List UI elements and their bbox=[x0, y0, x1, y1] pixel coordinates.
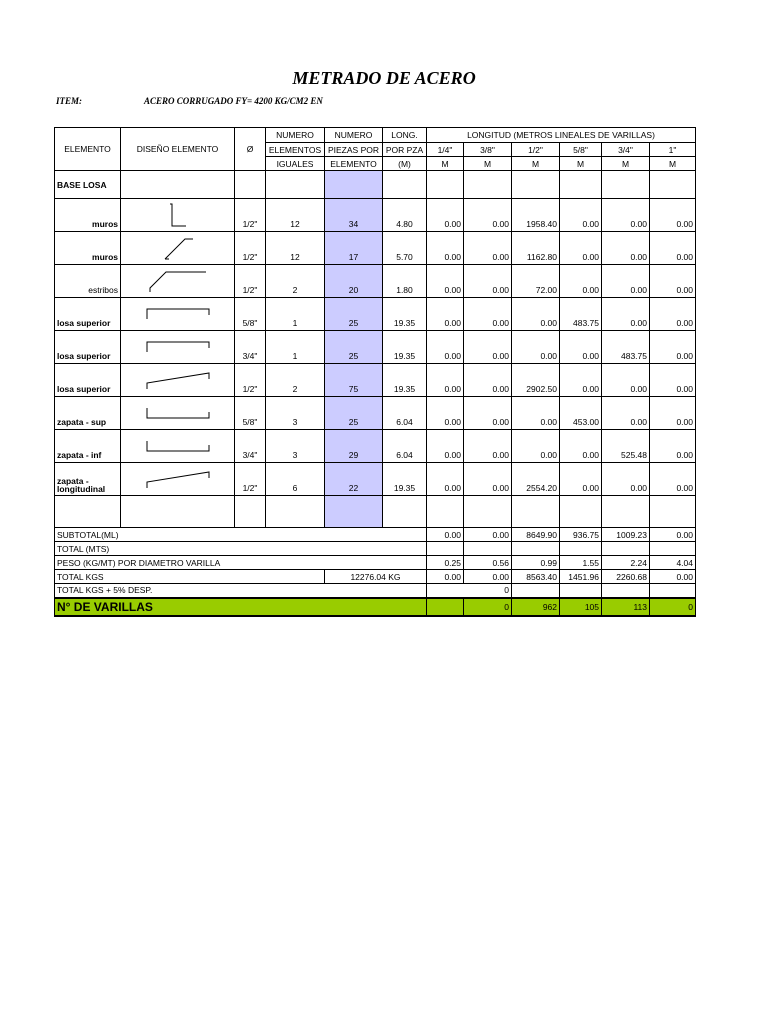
row-length-value: 0.00 bbox=[650, 298, 696, 331]
item-value: ACERO CORRUGADO FY= 4200 KG/CM2 EN bbox=[144, 96, 323, 106]
row-length-value: 0.00 bbox=[650, 397, 696, 430]
row-piezas: 20 bbox=[325, 265, 383, 298]
row-piezas: 22 bbox=[325, 463, 383, 496]
row-length-value: 2554.20 bbox=[512, 463, 560, 496]
total-kgs-row-value: 8563.40 bbox=[512, 570, 560, 584]
empty-cell bbox=[602, 171, 650, 199]
section-row bbox=[55, 171, 696, 199]
row-length-value: 0.00 bbox=[650, 463, 696, 496]
row-diametro: 5/8" bbox=[235, 298, 266, 331]
header-diameter: 5/8" bbox=[560, 143, 602, 157]
row-length-value: 0.00 bbox=[512, 331, 560, 364]
row-diametro: 1/2" bbox=[235, 265, 266, 298]
row-iguales: 1 bbox=[266, 298, 325, 331]
empty-cell bbox=[325, 496, 383, 528]
row-diametro: 1/2" bbox=[235, 463, 266, 496]
varillas-value bbox=[427, 598, 464, 616]
row-length-value: 0.00 bbox=[650, 265, 696, 298]
rebar-shape-icon bbox=[121, 298, 235, 331]
total-desp-row bbox=[55, 584, 696, 598]
empty-cell bbox=[512, 171, 560, 199]
row-elemento: losa superior bbox=[55, 364, 121, 397]
row-diametro: 3/4" bbox=[235, 331, 266, 364]
row-length-value: 0.00 bbox=[464, 265, 512, 298]
row-long: 19.35 bbox=[383, 364, 427, 397]
header-num-piezas-3: ELEMENTO bbox=[325, 157, 383, 171]
row-length-value: 525.48 bbox=[602, 430, 650, 463]
row-length-value: 0.00 bbox=[512, 430, 560, 463]
blank-row bbox=[55, 496, 696, 528]
empty-cell bbox=[650, 171, 696, 199]
row-elemento: muros bbox=[55, 199, 121, 232]
empty-cell bbox=[383, 496, 427, 528]
table-row bbox=[55, 364, 696, 397]
rebar-shape-icon bbox=[121, 430, 235, 463]
rebar-shape-icon bbox=[121, 397, 235, 430]
rebar-shape-icon bbox=[121, 199, 235, 232]
total-mts-row-value bbox=[512, 542, 560, 556]
header-num-elementos-1: NUMERO bbox=[266, 128, 325, 143]
empty-cell bbox=[121, 171, 235, 199]
table-body bbox=[55, 128, 696, 616]
row-iguales: 1 bbox=[266, 331, 325, 364]
row-length-value: 0.00 bbox=[427, 199, 464, 232]
header-num-piezas-2: PIEZAS POR bbox=[325, 143, 383, 157]
row-length-value: 0.00 bbox=[464, 463, 512, 496]
row-length-value: 0.00 bbox=[560, 463, 602, 496]
varillas-row bbox=[55, 598, 696, 616]
row-length-value: 0.00 bbox=[427, 397, 464, 430]
rebar-shape-icon bbox=[121, 232, 235, 265]
item-label: ITEM: bbox=[56, 96, 83, 106]
row-length-value: 0.00 bbox=[427, 265, 464, 298]
row-length-value: 0.00 bbox=[464, 364, 512, 397]
peso-row bbox=[55, 556, 696, 570]
subtotal-row-value: 0.00 bbox=[650, 528, 696, 542]
header-long-2: POR PZA bbox=[383, 143, 427, 157]
rebar-shape-icon bbox=[121, 364, 235, 397]
header-num-elementos-2: ELEMENTOS bbox=[266, 143, 325, 157]
empty-cell bbox=[602, 496, 650, 528]
total-mts-row-value bbox=[602, 542, 650, 556]
row-length-value: 0.00 bbox=[427, 430, 464, 463]
row-length-value: 0.00 bbox=[602, 265, 650, 298]
empty-cell bbox=[560, 496, 602, 528]
header-unit: M bbox=[512, 157, 560, 171]
row-length-value: 0.00 bbox=[427, 298, 464, 331]
rebar-shape-icon bbox=[121, 463, 235, 496]
empty-cell bbox=[602, 584, 650, 598]
varillas-value: 113 bbox=[602, 598, 650, 616]
row-length-value: 483.75 bbox=[560, 298, 602, 331]
subtotal-row-value: 0.00 bbox=[464, 528, 512, 542]
row-length-value: 0.00 bbox=[602, 298, 650, 331]
row-length-value: 0.00 bbox=[602, 364, 650, 397]
row-length-value: 483.75 bbox=[602, 331, 650, 364]
peso-row-value: 0.25 bbox=[427, 556, 464, 570]
row-iguales: 3 bbox=[266, 397, 325, 430]
row-elemento: zapata - inf bbox=[55, 430, 121, 463]
row-length-value: 0.00 bbox=[464, 331, 512, 364]
row-length-value: 0.00 bbox=[427, 232, 464, 265]
subtotal-row-label: SUBTOTAL(ML) bbox=[55, 528, 427, 542]
peso-row-value: 1.55 bbox=[560, 556, 602, 570]
row-diametro: 1/2" bbox=[235, 232, 266, 265]
row-elemento: losa superior bbox=[55, 331, 121, 364]
steel-metrado-table bbox=[54, 127, 696, 617]
row-elemento: zapata - sup bbox=[55, 397, 121, 430]
row-length-value: 0.00 bbox=[560, 265, 602, 298]
row-length-value: 0.00 bbox=[602, 199, 650, 232]
total-mts-row-label: TOTAL (MTS) bbox=[55, 542, 427, 556]
peso-row-value: 0.56 bbox=[464, 556, 512, 570]
row-length-value: 0.00 bbox=[560, 364, 602, 397]
row-length-value: 0.00 bbox=[464, 199, 512, 232]
total-kgs-amount bbox=[325, 570, 427, 584]
rebar-shape-icon bbox=[121, 331, 235, 364]
row-long: 5.70 bbox=[383, 232, 427, 265]
row-long: 6.04 bbox=[383, 430, 427, 463]
subtotal-row-value: 8649.90 bbox=[512, 528, 560, 542]
table-row bbox=[55, 199, 696, 232]
header-row-1 bbox=[55, 128, 696, 143]
total-kgs-row-value: 2260.68 bbox=[602, 570, 650, 584]
varillas-value: 0 bbox=[464, 598, 512, 616]
row-length-value: 72.00 bbox=[512, 265, 560, 298]
empty-cell bbox=[560, 584, 602, 598]
section-label: BASE LOSA bbox=[55, 171, 121, 199]
table-row bbox=[55, 265, 696, 298]
row-length-value: 0.00 bbox=[602, 463, 650, 496]
total-kgs-row bbox=[55, 570, 696, 584]
empty-cell bbox=[512, 496, 560, 528]
varillas-value: 0 bbox=[650, 598, 696, 616]
row-piezas: 25 bbox=[325, 331, 383, 364]
row-length-value: 0.00 bbox=[464, 397, 512, 430]
row-length-value: 2902.50 bbox=[512, 364, 560, 397]
total-kgs-unit: KG bbox=[388, 571, 401, 582]
row-diametro: 3/4" bbox=[235, 430, 266, 463]
peso-row-label: PESO (KG/MT) POR DIAMETRO VARILLA bbox=[55, 556, 427, 570]
page-title: METRADO DE ACERO bbox=[292, 68, 476, 88]
total-mts-row-value bbox=[464, 542, 512, 556]
row-length-value: 1162.80 bbox=[512, 232, 560, 265]
row-length-value: 0.00 bbox=[650, 364, 696, 397]
row-iguales: 6 bbox=[266, 463, 325, 496]
table-row bbox=[55, 397, 696, 430]
empty-cell bbox=[383, 171, 427, 199]
header-long-3: (M) bbox=[383, 157, 427, 171]
peso-row-value: 2.24 bbox=[602, 556, 650, 570]
row-long: 4.80 bbox=[383, 199, 427, 232]
header-diameter: 1/4" bbox=[427, 143, 464, 157]
row-length-value: 0.00 bbox=[560, 199, 602, 232]
empty-cell bbox=[325, 171, 383, 199]
total-kgs-label: TOTAL KGS bbox=[55, 570, 325, 584]
header-diseno: DISEÑO ELEMENTO bbox=[121, 128, 235, 171]
row-length-value: 0.00 bbox=[427, 364, 464, 397]
row-length-value: 0.00 bbox=[650, 232, 696, 265]
row-length-value: 0.00 bbox=[464, 232, 512, 265]
row-elemento: muros bbox=[55, 232, 121, 265]
peso-row-value: 0.99 bbox=[512, 556, 560, 570]
row-length-value: 453.00 bbox=[560, 397, 602, 430]
row-iguales: 2 bbox=[266, 265, 325, 298]
total-kgs-row-value: 1451.96 bbox=[560, 570, 602, 584]
empty-cell bbox=[266, 496, 325, 528]
row-length-value: 0.00 bbox=[512, 397, 560, 430]
total-desp-value: 0 bbox=[427, 584, 512, 598]
header-num-piezas-1: NUMERO bbox=[325, 128, 383, 143]
row-long: 19.35 bbox=[383, 298, 427, 331]
row-iguales: 12 bbox=[266, 199, 325, 232]
total-mts-row bbox=[55, 542, 696, 556]
row-diametro: 5/8" bbox=[235, 397, 266, 430]
row-length-value: 0.00 bbox=[464, 430, 512, 463]
header-long-1: LONG. bbox=[383, 128, 427, 143]
empty-cell bbox=[464, 171, 512, 199]
rebar-shape-icon bbox=[121, 265, 235, 298]
header-diameter: 1/2" bbox=[512, 143, 560, 157]
empty-cell bbox=[560, 171, 602, 199]
row-iguales: 12 bbox=[266, 232, 325, 265]
total-mts-row-value bbox=[560, 542, 602, 556]
empty-cell bbox=[121, 496, 235, 528]
row-length-value: 0.00 bbox=[602, 397, 650, 430]
row-length-value: 0.00 bbox=[512, 298, 560, 331]
header-elemento: ELEMENTO bbox=[55, 128, 121, 171]
row-long: 19.35 bbox=[383, 463, 427, 496]
row-piezas: 34 bbox=[325, 199, 383, 232]
total-desp-label: TOTAL KGS + 5% DESP. bbox=[55, 584, 427, 598]
peso-row-value: 4.04 bbox=[650, 556, 696, 570]
total-kgs-row-value: 0.00 bbox=[650, 570, 696, 584]
varillas-label: N° DE VARILLAS bbox=[55, 598, 427, 616]
header-unit: M bbox=[650, 157, 696, 171]
row-piezas: 25 bbox=[325, 298, 383, 331]
header-unit: M bbox=[427, 157, 464, 171]
row-iguales: 3 bbox=[266, 430, 325, 463]
varillas-value: 962 bbox=[512, 598, 560, 616]
row-diametro: 1/2" bbox=[235, 364, 266, 397]
row-length-value: 0.00 bbox=[427, 463, 464, 496]
table-row bbox=[55, 463, 696, 496]
varillas-value: 105 bbox=[560, 598, 602, 616]
row-length-value: 0.00 bbox=[560, 232, 602, 265]
row-elemento: losa superior bbox=[55, 298, 121, 331]
table-row bbox=[55, 331, 696, 364]
row-length-value: 0.00 bbox=[602, 232, 650, 265]
header-diameter: 3/4" bbox=[602, 143, 650, 157]
subtotal-row-value: 0.00 bbox=[427, 528, 464, 542]
row-diametro: 1/2" bbox=[235, 199, 266, 232]
row-long: 1.80 bbox=[383, 265, 427, 298]
header-diametro: Ø bbox=[235, 128, 266, 171]
total-mts-row-value bbox=[427, 542, 464, 556]
row-elemento: estribos bbox=[55, 265, 121, 298]
total-kgs-value: 12276.04 bbox=[350, 571, 386, 582]
table-row bbox=[55, 298, 696, 331]
row-piezas: 25 bbox=[325, 397, 383, 430]
row-length-value: 0.00 bbox=[427, 331, 464, 364]
row-piezas: 17 bbox=[325, 232, 383, 265]
row-length-value: 0.00 bbox=[650, 331, 696, 364]
header-longitud: LONGITUD (METROS LINEALES DE VARILLAS) bbox=[427, 128, 696, 143]
empty-cell bbox=[235, 171, 266, 199]
row-iguales: 2 bbox=[266, 364, 325, 397]
row-length-value: 0.00 bbox=[650, 430, 696, 463]
table-row bbox=[55, 430, 696, 463]
empty-cell bbox=[650, 496, 696, 528]
header-unit: M bbox=[560, 157, 602, 171]
empty-cell bbox=[427, 496, 464, 528]
total-mts-row-value bbox=[650, 542, 696, 556]
empty-cell bbox=[266, 171, 325, 199]
row-long: 6.04 bbox=[383, 397, 427, 430]
total-kgs-row-value: 0.00 bbox=[464, 570, 512, 584]
empty-cell bbox=[512, 584, 560, 598]
table-row bbox=[55, 232, 696, 265]
empty-cell bbox=[55, 496, 121, 528]
empty-cell bbox=[464, 496, 512, 528]
row-length-value: 1958.40 bbox=[512, 199, 560, 232]
total-kgs-row-value: 0.00 bbox=[427, 570, 464, 584]
subtotal-row bbox=[55, 528, 696, 542]
row-piezas: 75 bbox=[325, 364, 383, 397]
row-long: 19.35 bbox=[383, 331, 427, 364]
header-unit: M bbox=[602, 157, 650, 171]
empty-cell bbox=[427, 171, 464, 199]
header-diameter: 1" bbox=[650, 143, 696, 157]
row-length-value: 0.00 bbox=[560, 430, 602, 463]
row-length-value: 0.00 bbox=[650, 199, 696, 232]
header-unit: M bbox=[464, 157, 512, 171]
row-length-value: 0.00 bbox=[464, 298, 512, 331]
empty-cell bbox=[650, 584, 696, 598]
header-diameter: 3/8" bbox=[464, 143, 512, 157]
row-length-value: 0.00 bbox=[560, 331, 602, 364]
subtotal-row-value: 936.75 bbox=[560, 528, 602, 542]
subtotal-row-value: 1009.23 bbox=[602, 528, 650, 542]
row-elemento: zapata - longitudinal bbox=[55, 463, 121, 496]
header-num-elementos-3: IGUALES bbox=[266, 157, 325, 171]
row-piezas: 29 bbox=[325, 430, 383, 463]
empty-cell bbox=[235, 496, 266, 528]
